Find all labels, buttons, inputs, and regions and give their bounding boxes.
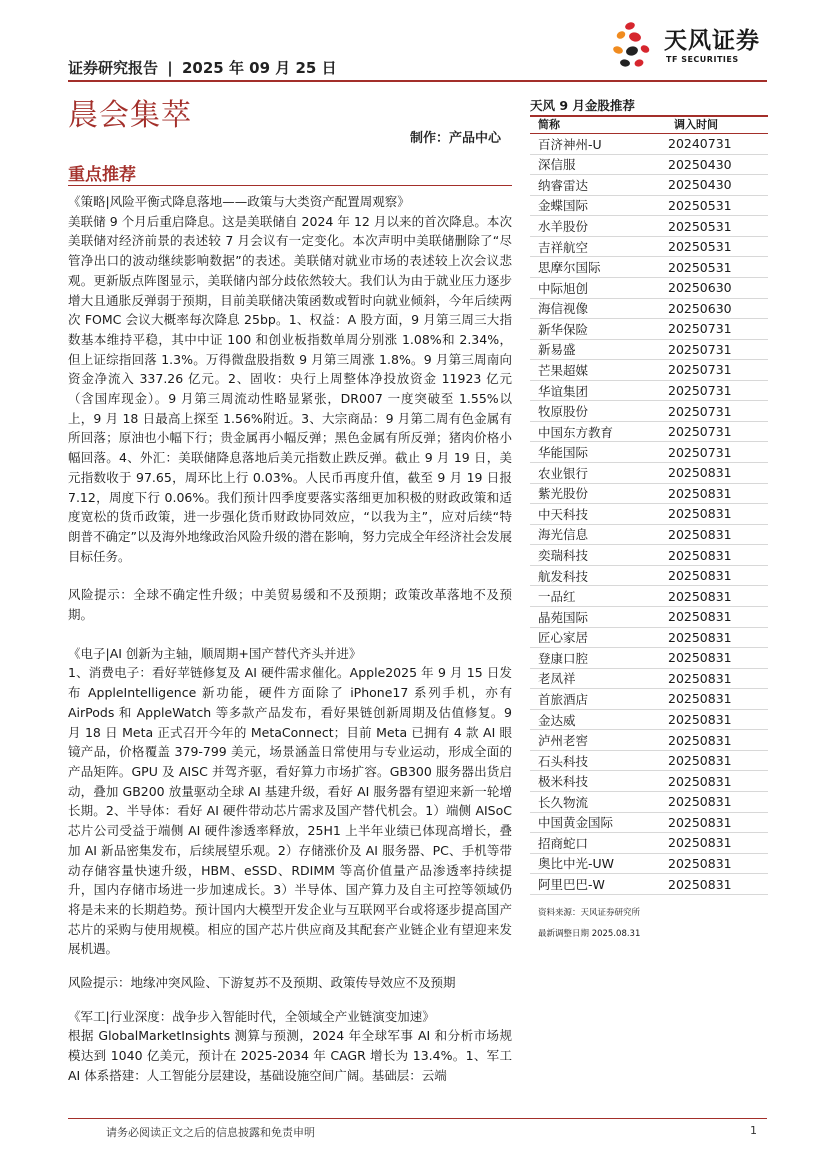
- stock-name: 泸州老窖: [530, 730, 662, 751]
- column-header-name: 简称: [538, 118, 560, 131]
- table-row: [530, 175, 768, 196]
- stock-name: 思摩尔国际: [530, 257, 662, 278]
- added-date: 20250831: [662, 668, 768, 689]
- table-row: [530, 504, 768, 525]
- logo-mark-icon: [608, 20, 660, 72]
- header-separator: |: [167, 59, 173, 77]
- table-row: [530, 565, 768, 586]
- table-row: [530, 668, 768, 689]
- producer-label: 制作：产品中心: [410, 131, 502, 146]
- stock-name: 牧原股份: [530, 401, 662, 422]
- added-date: 20250531: [662, 216, 768, 237]
- article-title: 《军工|行业深度：战争步入智能时代，全领域全产业链演变加速》: [68, 1008, 435, 1024]
- added-date: 20250731: [662, 421, 768, 442]
- table-row: [530, 586, 768, 607]
- table-row: [530, 421, 768, 442]
- stock-name: 奥比中光-UW: [530, 853, 662, 874]
- added-date: 20250831: [662, 750, 768, 771]
- data-source: 资料来源：天风证券研究所: [538, 907, 641, 918]
- added-date: 20250831: [662, 812, 768, 833]
- table-row: [530, 401, 768, 422]
- added-date: 20250731: [662, 401, 768, 422]
- report-date: 2025 年 09 月 25 日: [181, 59, 337, 77]
- table-row: [530, 874, 768, 895]
- article-risk: 风险提示：地缘冲突风险、下游复苏不及预期、政策传导效应不及预期: [68, 975, 456, 991]
- added-date: 20250831: [662, 853, 768, 874]
- article-body: 根据 GlobalMarketInsights 测算与预测，2024 年全球军事 AI 和分析市场规模达到 1040 亿美元，预计在 2025-2034 年 CAGR 增长为 13.4%。1、军工 AI 体系搭建：人工智能分层建设，基础设施空间广阔。基础层：云端: [68, 1028, 512, 1083]
- added-date: 20250831: [662, 833, 768, 854]
- stock-name: 吉祥航空: [530, 236, 662, 257]
- column-header-date: 调入时间: [674, 118, 718, 131]
- table-row: [530, 750, 768, 771]
- stock-name: 芒果超媒: [530, 360, 662, 381]
- table-row: [530, 606, 768, 627]
- main-content: [68, 192, 512, 1086]
- stock-name: 紫光股份: [530, 483, 662, 504]
- table-row: [530, 298, 768, 319]
- stock-name: 中天科技: [530, 504, 662, 525]
- added-date: 20250531: [662, 195, 768, 216]
- stock-name: 奕瑞科技: [530, 545, 662, 566]
- table-row: [530, 627, 768, 648]
- table-row: [530, 730, 768, 751]
- stock-name: 招商蛇口: [530, 833, 662, 854]
- table-row: [530, 689, 768, 710]
- table-row: [530, 257, 768, 278]
- table-row: [530, 360, 768, 381]
- added-date: 20250430: [662, 154, 768, 175]
- added-date: 20250831: [662, 524, 768, 545]
- last-updated: 最新调整日期 2025.08.31: [538, 928, 641, 939]
- table-row: [530, 319, 768, 340]
- stock-name: 农业银行: [530, 463, 662, 484]
- stock-name: 石头科技: [530, 750, 662, 771]
- footer-divider: [68, 1118, 767, 1119]
- added-date: 20250831: [662, 606, 768, 627]
- added-date: 20250831: [662, 627, 768, 648]
- brand-name-en: TF SECURITIES: [666, 55, 739, 64]
- table-row: [530, 483, 768, 504]
- stock-name: 新华保险: [530, 319, 662, 340]
- added-date: 20250831: [662, 586, 768, 607]
- added-date: 20250731: [662, 339, 768, 360]
- table-row: [530, 277, 768, 298]
- table-row: [530, 524, 768, 545]
- brand-name-cn: 天风证券: [664, 28, 760, 54]
- stock-name: 深信服: [530, 154, 662, 175]
- stock-name: 中国黄金国际: [530, 812, 662, 833]
- article-risk: 风险提示：全球不确定性升级；中美贸易缓和不及预期；政策改革落地不及预期。: [68, 587, 512, 623]
- stock-name: 阿里巴巴-W: [530, 874, 662, 895]
- footer-disclaimer: 请务必阅读正文之后的信息披露和免责申明: [106, 1126, 315, 1139]
- added-date: 20250831: [662, 648, 768, 669]
- section-divider: [68, 185, 512, 186]
- page-number: 1: [750, 1124, 757, 1137]
- stock-name: 晶苑国际: [530, 606, 662, 627]
- sidebar-notes: [530, 903, 768, 945]
- added-date: 20250630: [662, 277, 768, 298]
- table-row: [530, 853, 768, 874]
- added-date: 20250831: [662, 545, 768, 566]
- added-date: 20250831: [662, 504, 768, 525]
- stock-name: 新易盛: [530, 339, 662, 360]
- stock-name: 百济神州-U: [530, 134, 662, 154]
- stock-name: 金蝶国际: [530, 195, 662, 216]
- stock-name: 匠心家居: [530, 627, 662, 648]
- added-date: 20250630: [662, 298, 768, 319]
- stock-name: 水羊股份: [530, 216, 662, 237]
- report-header: [68, 57, 337, 78]
- stock-name: 首旅酒店: [530, 689, 662, 710]
- added-date: 20250731: [662, 442, 768, 463]
- added-date: 20250731: [662, 319, 768, 340]
- added-date: 20250531: [662, 236, 768, 257]
- table-row: [530, 648, 768, 669]
- table-row: [530, 463, 768, 484]
- stock-name: 航发科技: [530, 565, 662, 586]
- report-type: 证券研究报告: [68, 59, 159, 77]
- stock-picks-table: [530, 134, 768, 895]
- table-row: [530, 380, 768, 401]
- sidebar-title: 天风 9 月金股推荐: [530, 98, 635, 113]
- added-date: 20250831: [662, 689, 768, 710]
- page-title: 晨会集萃: [68, 98, 192, 133]
- stock-name: 海信视像: [530, 298, 662, 319]
- table-row: [530, 339, 768, 360]
- table-row: [530, 771, 768, 792]
- added-date: 20250831: [662, 874, 768, 895]
- stock-name: 极米科技: [530, 771, 662, 792]
- table-row: [530, 792, 768, 813]
- added-date: 20250831: [662, 483, 768, 504]
- stock-name: 长久物流: [530, 792, 662, 813]
- stock-name: 中际旭创: [530, 277, 662, 298]
- article-title: 《策略|风险平衡式降息落地——政策与大类资产配置周观察》: [68, 194, 410, 209]
- stock-name: 纳睿雷达: [530, 175, 662, 196]
- added-date: 20250831: [662, 709, 768, 730]
- table-row: [530, 195, 768, 216]
- added-date: 20250831: [662, 463, 768, 484]
- added-date: 20250430: [662, 175, 768, 196]
- table-row: [530, 709, 768, 730]
- table-row: [530, 236, 768, 257]
- table-row: [530, 134, 768, 154]
- stock-name: 海光信息: [530, 524, 662, 545]
- table-row: [530, 442, 768, 463]
- stock-name: 金达威: [530, 709, 662, 730]
- article-body: 1、消费电子：看好苹链修复及 AI 硬件需求催化。Apple2025 年 9 月 15 日发布 AppleIntelligence 新功能，硬件方面除了 iPhone17 系列手机，亦有 AirPods 和 AppleWatch 等多款产品发布，看好果链创新周期及估值修复。9 月 18 日 Meta 正式召开今年的 MetaConnect；目前 Meta 已拥有 4 款 AI 眼镜产品，价格覆盖 379-799 美元，场景涵盖日常使用与专业运动，形成全面的产品矩阵。GPU 及 AISC 并驾齐驱，看好算力市场扩容。GB300 服务器出货启动，叠加 GB200 放量驱动全球 AI 基建升级，看好 AI 服务器有望迎来新一轮增长期。2、半导体：看好 AI 硬件带动芯片需求及国产替代机会。1）端侧 AISoC 芯片公司受益于端侧 AI 硬件渗透率释放，25H1 上半年业绩已体现高增长，叠加 AI 新品密集发布，后续展望乐观。2）存储涨价及 AI 服务器、PC、手机等带动存储容量快速升级，HBM、eSSD、RDIMM 等高价值量产品渗透率持续提升，国内存储市场进一步加速成长。3）半导体、国产算力及自主可控等领域仍将是未来的长期趋势。预计国内大模型开发企业与互联网平台或将逐步提高国产芯片的采购与使用规模。相应的国产芯片供应商及其配套产业链企业有望迎来发展机遇。: [68, 665, 512, 957]
- table-row: [530, 812, 768, 833]
- stock-name: 登康口腔: [530, 648, 662, 669]
- stock-name: 华能国际: [530, 442, 662, 463]
- stock-name: 华谊集团: [530, 380, 662, 401]
- table-row: [530, 216, 768, 237]
- added-date: 20250831: [662, 730, 768, 751]
- stock-name: 中国东方教育: [530, 421, 662, 442]
- added-date: 20250731: [662, 360, 768, 381]
- table-row: [530, 833, 768, 854]
- article-title: 《电子|AI 创新为主轴，顺周期+国产替代齐头并进》: [68, 645, 362, 661]
- added-date: 20240731: [662, 134, 768, 154]
- header-divider: [68, 80, 767, 82]
- stock-name: 一品红: [530, 586, 662, 607]
- added-date: 20250831: [662, 792, 768, 813]
- table-row: [530, 545, 768, 566]
- tf-securities-logo: [608, 20, 768, 72]
- added-date: 20250531: [662, 257, 768, 278]
- stock-name: 老凤祥: [530, 668, 662, 689]
- added-date: 20250731: [662, 380, 768, 401]
- stock-picks-sidebar: [530, 97, 768, 945]
- section-title: 重点推荐: [68, 165, 136, 185]
- added-date: 20250831: [662, 565, 768, 586]
- table-row: [530, 154, 768, 175]
- article-body: 美联储 9 个月后重启降息。这是美联储自 2024 年 12 月以来的首次降息。本次美联储对经济前景的表述较 7 月会议有一定变化。本次声明中美联储删除了“尽管净出口的波动继续影响数据”的表述。美联储对就业市场的表述较上次会议悲观。更新版点阵图显示，美联储内部分歧依然较大。我们认为由于就业压力逐步增大且通胀反弹弱于预期，目前美联储决策函数或暂时向就业倾斜，今年后续两次 FOMC 会议大概率每次降息 25bp。1、权益：A 股方面，9 月第三周三大指数基本维持平稳，其中中证 100 和创业板指数单周分别涨 1.08%和 2.34%，但上证综指回落 1.3%。万得微盘股指数 9 月第三周涨 1.8%。9 月第三周南向资金净流入 337.26 亿元。2、固收：央行上周整体净投放资金 11923 亿元（含国库现金）。9 月第三周流动性略显紧张，DR007 一度突破至 1.55%以上，9 月 18 日最高上探至 1.56%附近。3、大宗商品：9 月第二周有色金属有所回落；原油也小幅下行；贵金属再小幅反弹；黑色金属有所反弹；猪肉价格小幅回落。4、外汇：美联储降息落地后美元指数止跌反弹。截止 9 月 19 日，美元指数收于 97.65，周环比上行 0.03%。人民币再度升值，截至 9 月 19 日报 7.12，周度下行 0.06%。我们预计四季度要落实落细更加积极的财政政策和适度宽松的货币政策，进一步强化货币财政协同效应，“以我为主”，应对后续“特朗普不确定”以及海外地缘政治风险升级的潜在影响，努力完成全年经济社会发展目标任务。: [68, 213, 512, 564]
- table-header: [530, 115, 768, 134]
- added-date: 20250831: [662, 771, 768, 792]
